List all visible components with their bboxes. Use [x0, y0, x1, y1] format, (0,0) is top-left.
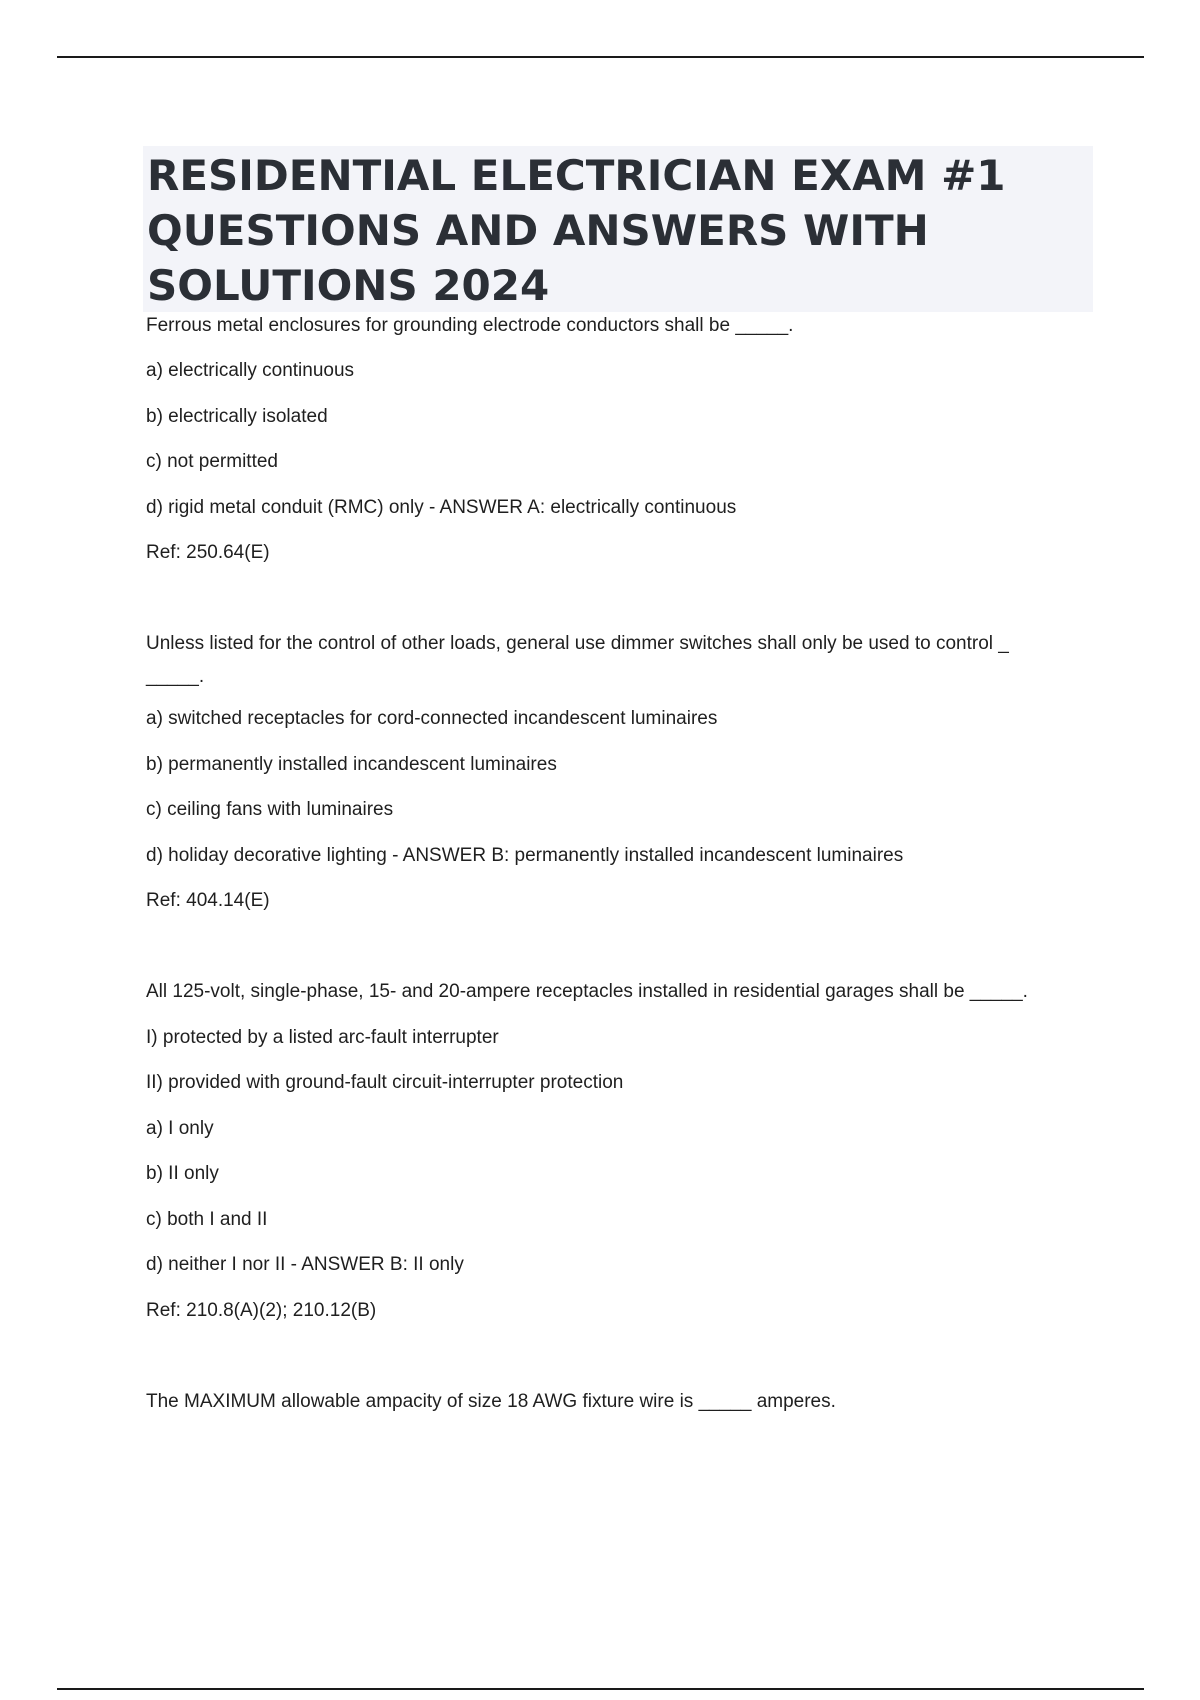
question-1-option-a: a) electrically continuous — [146, 360, 355, 381]
question-2-option-c: c) ceiling fans with luminaires — [146, 799, 394, 820]
question-2-option-a: a) switched receptacles for cord-connected incandescent luminaires — [146, 708, 718, 729]
title-line-2: QUESTIONS AND ANSWERS WITH — [147, 206, 929, 255]
question-3-option-d: d) neither I nor II - ANSWER B: II only — [146, 1254, 464, 1275]
question-3-stem: All 125-volt, single-phase, 15- and 20-ampere receptacles installed in residential garages shall be _____. — [146, 981, 1028, 1002]
question-3-option-a: a) I only — [146, 1118, 214, 1139]
question-2-ref: Ref: 404.14(E) — [146, 890, 270, 911]
question-2-stem-line-1: Unless listed for the control of other loads, general use dimmer switches shall only be used to control _ — [146, 633, 1009, 654]
question-3-option-b: b) II only — [146, 1163, 219, 1184]
question-1-option-b: b) electrically isolated — [146, 406, 328, 427]
title-line-3: SOLUTIONS 2024 — [147, 261, 550, 310]
title-line-1: RESIDENTIAL ELECTRICIAN EXAM #1 — [147, 151, 1006, 200]
question-3-option-c: c) both I and II — [146, 1209, 268, 1230]
question-3-ref: Ref: 210.8(A)(2); 210.12(B) — [146, 1300, 377, 1321]
question-1-stem: Ferrous metal enclosures for grounding electrode conductors shall be _____. — [146, 315, 794, 336]
top-rule — [57, 56, 1144, 58]
question-1-ref: Ref: 250.64(E) — [146, 542, 270, 563]
question-3-statement-2: II) provided with ground-fault circuit-interrupter protection — [146, 1072, 624, 1093]
question-2-stem-line-2: _____. — [146, 666, 205, 687]
question-1-option-c: c) not permitted — [146, 451, 278, 472]
question-3-statement-1: I) protected by a listed arc-fault interrupter — [146, 1027, 499, 1048]
question-2-option-b: b) permanently installed incandescent luminaires — [146, 754, 557, 775]
document-title — [143, 146, 1093, 312]
question-1-option-d: d) rigid metal conduit (RMC) only - ANSWER A: electrically continuous — [146, 497, 737, 518]
question-2-option-d: d) holiday decorative lighting - ANSWER B: permanently installed incandescent luminaires — [146, 845, 904, 866]
bottom-rule — [57, 1688, 1144, 1690]
question-4-stem: The MAXIMUM allowable ampacity of size 18 AWG fixture wire is _____ amperes. — [146, 1391, 836, 1412]
